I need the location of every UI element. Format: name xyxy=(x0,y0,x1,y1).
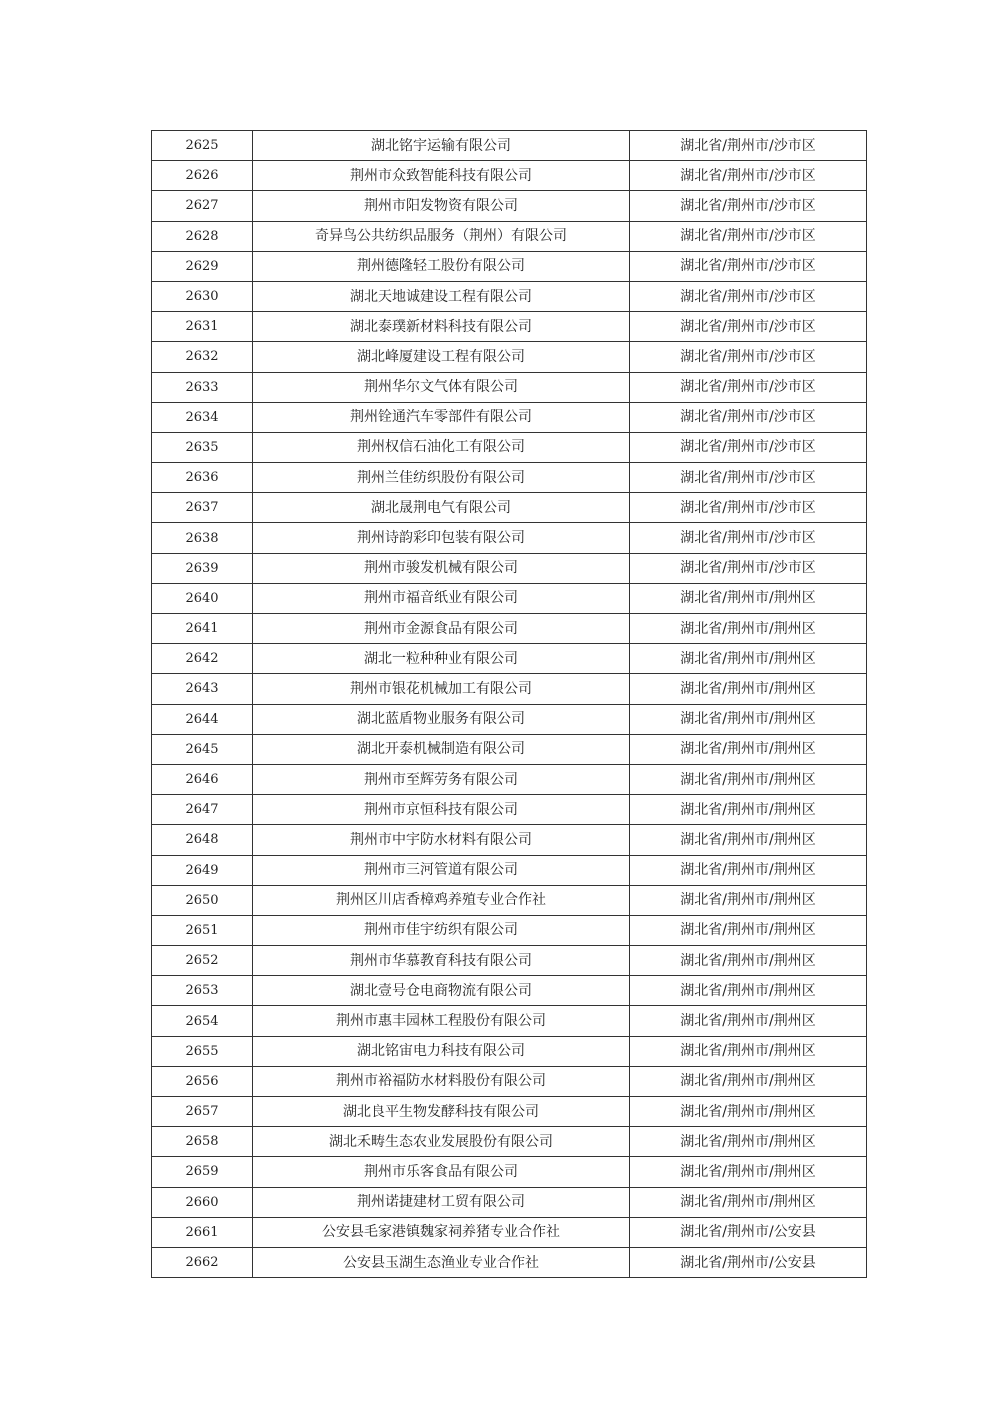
company-name-cell: 荆州市裕福防水材料股份有限公司 xyxy=(253,1066,630,1096)
row-number-cell: 2644 xyxy=(152,704,253,734)
table-row xyxy=(152,1097,867,1127)
company-name-cell: 湖北一粒种种业有限公司 xyxy=(253,644,630,674)
table-row xyxy=(152,1217,867,1247)
location-cell: 湖北省/荆州市/荆州区 xyxy=(630,704,867,734)
table-row xyxy=(152,674,867,704)
row-number-cell: 2652 xyxy=(152,946,253,976)
row-number-cell: 2650 xyxy=(152,885,253,915)
location-cell: 湖北省/荆州市/荆州区 xyxy=(630,1127,867,1157)
location-cell: 湖北省/荆州市/荆州区 xyxy=(630,644,867,674)
company-name-cell: 荆州诗韵彩印包装有限公司 xyxy=(253,523,630,553)
location-cell: 湖北省/荆州市/荆州区 xyxy=(630,1097,867,1127)
row-number-cell: 2632 xyxy=(152,342,253,372)
company-name-cell: 荆州市京恒科技有限公司 xyxy=(253,795,630,825)
location-cell: 湖北省/荆州市/荆州区 xyxy=(630,885,867,915)
location-cell: 湖北省/荆州市/荆州区 xyxy=(630,825,867,855)
location-cell: 湖北省/荆州市/沙市区 xyxy=(630,372,867,402)
row-number-cell: 2635 xyxy=(152,432,253,462)
company-name-cell: 荆州市佳宇纺织有限公司 xyxy=(253,915,630,945)
company-name-cell: 荆州区川店香樟鸡养殖专业合作社 xyxy=(253,885,630,915)
company-name-cell: 荆州市金源食品有限公司 xyxy=(253,614,630,644)
row-number-cell: 2626 xyxy=(152,161,253,191)
company-name-cell: 奇异鸟公共纺织品服务（荆州）有限公司 xyxy=(253,221,630,251)
location-cell: 湖北省/荆州市/荆州区 xyxy=(630,764,867,794)
location-cell: 湖北省/荆州市/公安县 xyxy=(630,1217,867,1247)
table-row xyxy=(152,855,867,885)
company-name-cell: 湖北晟荆电气有限公司 xyxy=(253,493,630,523)
table-row xyxy=(152,281,867,311)
table-row xyxy=(152,251,867,281)
row-number-cell: 2662 xyxy=(152,1247,253,1277)
table-row xyxy=(152,614,867,644)
location-cell: 湖北省/荆州市/沙市区 xyxy=(630,281,867,311)
row-number-cell: 2628 xyxy=(152,221,253,251)
company-name-cell: 荆州德隆轻工股份有限公司 xyxy=(253,251,630,281)
table-row xyxy=(152,553,867,583)
table-row xyxy=(152,825,867,855)
location-cell: 湖北省/荆州市/沙市区 xyxy=(630,523,867,553)
location-cell: 湖北省/荆州市/荆州区 xyxy=(630,734,867,764)
table-row xyxy=(152,131,867,161)
table-row xyxy=(152,463,867,493)
row-number-cell: 2651 xyxy=(152,915,253,945)
location-cell: 湖北省/荆州市/荆州区 xyxy=(630,976,867,1006)
company-name-cell: 湖北天地诚建设工程有限公司 xyxy=(253,281,630,311)
table-row xyxy=(152,734,867,764)
company-name-cell: 荆州市乐客食品有限公司 xyxy=(253,1157,630,1187)
table-row xyxy=(152,1066,867,1096)
company-name-cell: 湖北禾畴生态农业发展股份有限公司 xyxy=(253,1127,630,1157)
company-name-cell: 湖北泰璞新材料科技有限公司 xyxy=(253,312,630,342)
location-cell: 湖北省/荆州市/沙市区 xyxy=(630,342,867,372)
table-row xyxy=(152,583,867,613)
row-number-cell: 2640 xyxy=(152,583,253,613)
row-number-cell: 2634 xyxy=(152,402,253,432)
location-cell: 湖北省/荆州市/荆州区 xyxy=(630,795,867,825)
company-name-cell: 荆州市福音纸业有限公司 xyxy=(253,583,630,613)
row-number-cell: 2633 xyxy=(152,372,253,402)
row-number-cell: 2648 xyxy=(152,825,253,855)
row-number-cell: 2630 xyxy=(152,281,253,311)
table-row xyxy=(152,221,867,251)
company-name-cell: 公安县毛家港镇魏家祠养猪专业合作社 xyxy=(253,1217,630,1247)
table-body xyxy=(152,131,867,1278)
location-cell: 湖北省/荆州市/荆州区 xyxy=(630,855,867,885)
row-number-cell: 2657 xyxy=(152,1097,253,1127)
company-name-cell: 荆州诺捷建材工贸有限公司 xyxy=(253,1187,630,1217)
table-row xyxy=(152,523,867,553)
row-number-cell: 2643 xyxy=(152,674,253,704)
company-name-cell: 湖北壹号仓电商物流有限公司 xyxy=(253,976,630,1006)
company-name-cell: 荆州市众致智能科技有限公司 xyxy=(253,161,630,191)
company-name-cell: 公安县玉湖生态渔业专业合作社 xyxy=(253,1247,630,1277)
company-name-cell: 荆州市银花机械加工有限公司 xyxy=(253,674,630,704)
location-cell: 湖北省/荆州市/荆州区 xyxy=(630,614,867,644)
location-cell: 湖北省/荆州市/沙市区 xyxy=(630,432,867,462)
table-row xyxy=(152,885,867,915)
location-cell: 湖北省/荆州市/荆州区 xyxy=(630,1036,867,1066)
location-cell: 湖北省/荆州市/荆州区 xyxy=(630,1066,867,1096)
row-number-cell: 2655 xyxy=(152,1036,253,1066)
row-number-cell: 2649 xyxy=(152,855,253,885)
table-row xyxy=(152,1247,867,1277)
company-name-cell: 湖北铭宇运输有限公司 xyxy=(253,131,630,161)
table-row xyxy=(152,342,867,372)
location-cell: 湖北省/荆州市/沙市区 xyxy=(630,191,867,221)
location-cell: 湖北省/荆州市/荆州区 xyxy=(630,583,867,613)
table-row xyxy=(152,946,867,976)
location-cell: 湖北省/荆州市/沙市区 xyxy=(630,402,867,432)
location-cell: 湖北省/荆州市/沙市区 xyxy=(630,221,867,251)
table-row xyxy=(152,795,867,825)
location-cell: 湖北省/荆州市/沙市区 xyxy=(630,312,867,342)
table-row xyxy=(152,161,867,191)
table-row xyxy=(152,915,867,945)
location-cell: 湖北省/荆州市/沙市区 xyxy=(630,463,867,493)
row-number-cell: 2654 xyxy=(152,1006,253,1036)
company-name-cell: 荆州权信石油化工有限公司 xyxy=(253,432,630,462)
location-cell: 湖北省/荆州市/公安县 xyxy=(630,1247,867,1277)
company-name-cell: 湖北峰厦建设工程有限公司 xyxy=(253,342,630,372)
row-number-cell: 2659 xyxy=(152,1157,253,1187)
location-cell: 湖北省/荆州市/荆州区 xyxy=(630,946,867,976)
table-row xyxy=(152,372,867,402)
table-row xyxy=(152,312,867,342)
location-cell: 湖北省/荆州市/沙市区 xyxy=(630,161,867,191)
location-cell: 湖北省/荆州市/沙市区 xyxy=(630,493,867,523)
location-cell: 湖北省/荆州市/沙市区 xyxy=(630,553,867,583)
row-number-cell: 2631 xyxy=(152,312,253,342)
location-cell: 湖北省/荆州市/荆州区 xyxy=(630,674,867,704)
row-number-cell: 2653 xyxy=(152,976,253,1006)
location-cell: 湖北省/荆州市/荆州区 xyxy=(630,1157,867,1187)
row-number-cell: 2639 xyxy=(152,553,253,583)
company-name-cell: 荆州市惠丰园林工程股份有限公司 xyxy=(253,1006,630,1036)
row-number-cell: 2636 xyxy=(152,463,253,493)
company-name-cell: 荆州市至辉劳务有限公司 xyxy=(253,764,630,794)
table-row xyxy=(152,402,867,432)
table-row xyxy=(152,1157,867,1187)
table-row xyxy=(152,1187,867,1217)
row-number-cell: 2638 xyxy=(152,523,253,553)
location-cell: 湖北省/荆州市/荆州区 xyxy=(630,1187,867,1217)
row-number-cell: 2658 xyxy=(152,1127,253,1157)
enterprise-list-table xyxy=(151,130,867,1278)
location-cell: 湖北省/荆州市/沙市区 xyxy=(630,131,867,161)
row-number-cell: 2645 xyxy=(152,734,253,764)
location-cell: 湖北省/荆州市/荆州区 xyxy=(630,1006,867,1036)
row-number-cell: 2629 xyxy=(152,251,253,281)
company-name-cell: 荆州兰佳纺织股份有限公司 xyxy=(253,463,630,493)
table-row xyxy=(152,976,867,1006)
row-number-cell: 2647 xyxy=(152,795,253,825)
company-name-cell: 湖北蓝盾物业服务有限公司 xyxy=(253,704,630,734)
row-number-cell: 2627 xyxy=(152,191,253,221)
location-cell: 湖北省/荆州市/荆州区 xyxy=(630,915,867,945)
location-cell: 湖北省/荆州市/沙市区 xyxy=(630,251,867,281)
company-name-cell: 荆州市骏发机械有限公司 xyxy=(253,553,630,583)
company-name-cell: 荆州铨通汽车零部件有限公司 xyxy=(253,402,630,432)
table-row xyxy=(152,704,867,734)
company-name-cell: 湖北良平生物发酵科技有限公司 xyxy=(253,1097,630,1127)
table-row xyxy=(152,1036,867,1066)
row-number-cell: 2661 xyxy=(152,1217,253,1247)
row-number-cell: 2660 xyxy=(152,1187,253,1217)
table-row xyxy=(152,432,867,462)
row-number-cell: 2656 xyxy=(152,1066,253,1096)
row-number-cell: 2641 xyxy=(152,614,253,644)
company-name-cell: 荆州市中宇防水材料有限公司 xyxy=(253,825,630,855)
company-name-cell: 荆州华尔文气体有限公司 xyxy=(253,372,630,402)
table-row xyxy=(152,1127,867,1157)
row-number-cell: 2625 xyxy=(152,131,253,161)
company-name-cell: 湖北铭宙电力科技有限公司 xyxy=(253,1036,630,1066)
table-row xyxy=(152,191,867,221)
company-name-cell: 荆州市三河管道有限公司 xyxy=(253,855,630,885)
row-number-cell: 2637 xyxy=(152,493,253,523)
table-row xyxy=(152,644,867,674)
company-name-cell: 荆州市华慕教育科技有限公司 xyxy=(253,946,630,976)
table-row xyxy=(152,493,867,523)
row-number-cell: 2642 xyxy=(152,644,253,674)
row-number-cell: 2646 xyxy=(152,764,253,794)
company-name-cell: 荆州市阳发物资有限公司 xyxy=(253,191,630,221)
table-row xyxy=(152,1006,867,1036)
table-row xyxy=(152,764,867,794)
company-name-cell: 湖北开泰机械制造有限公司 xyxy=(253,734,630,764)
